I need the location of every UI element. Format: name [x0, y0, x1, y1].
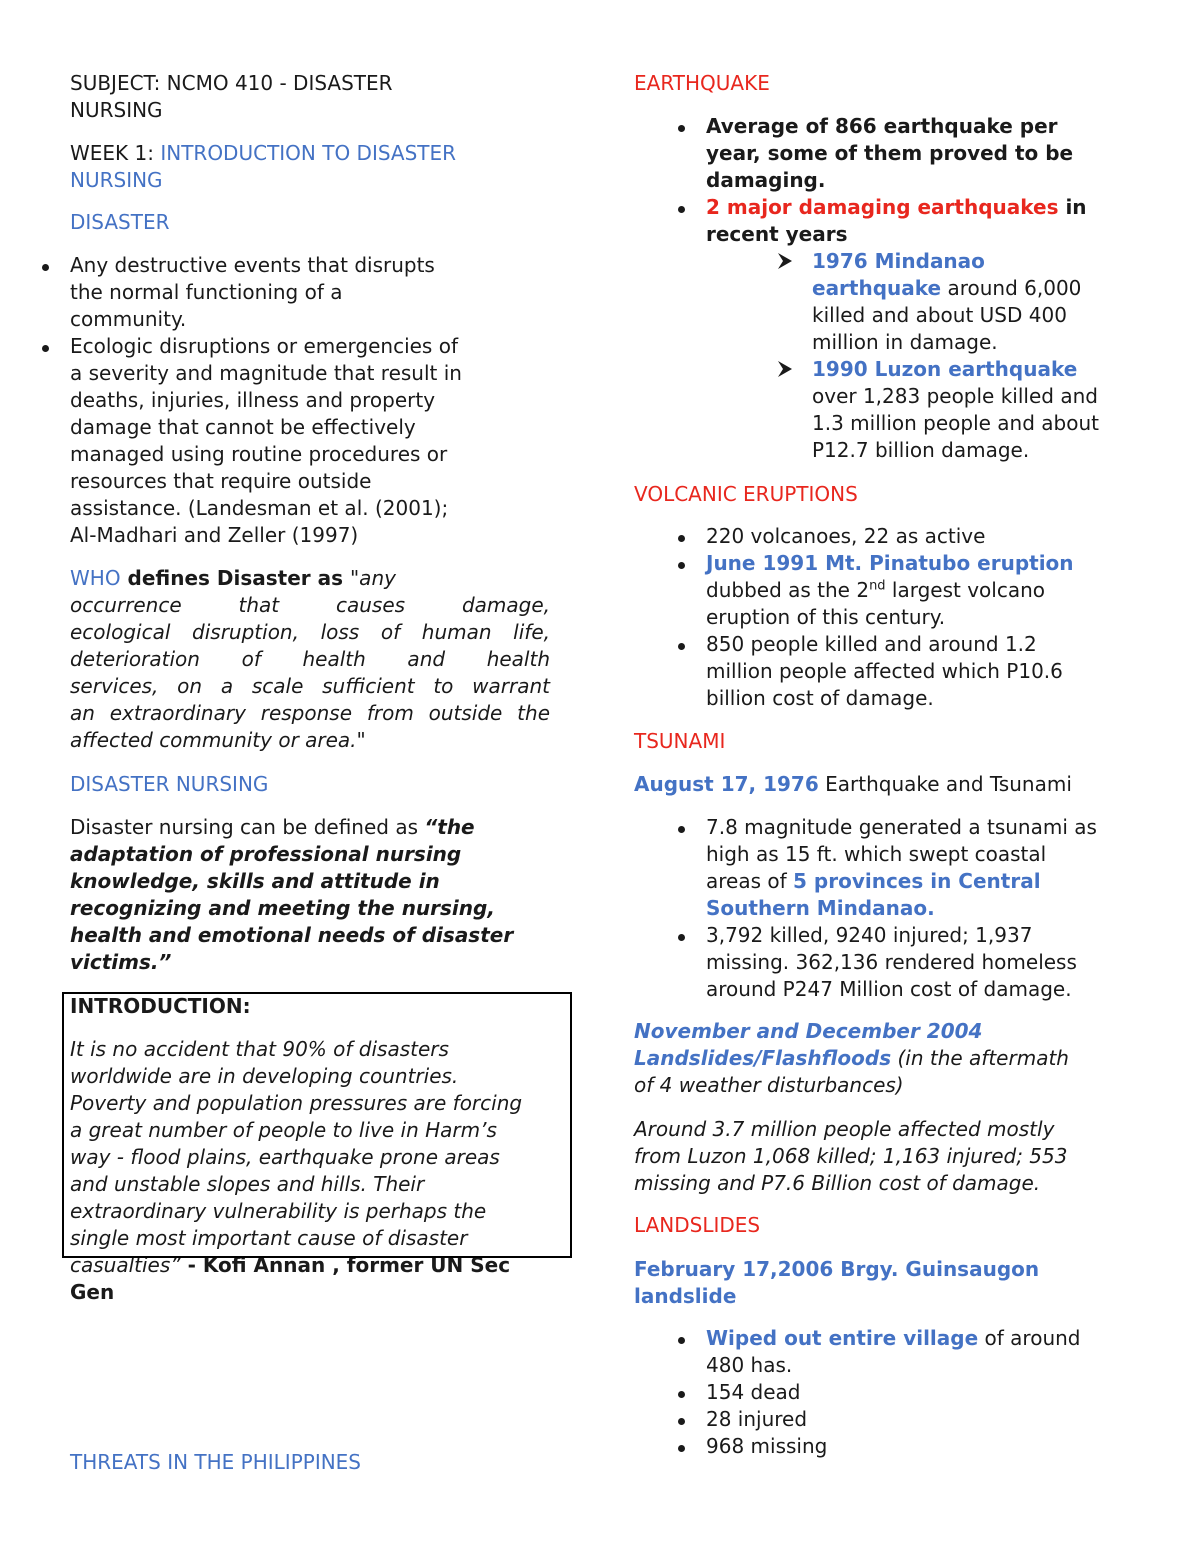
bullet-icon [678, 562, 685, 569]
introduction-box: INTRODUCTION: It is no accident that 90% of disasters worldwide are in developing countries. Poverty and population pressures are forcing a great number of people to live in Harm’s way - flood plains, earthquake prone areas and unstable slopes and hills. Their extraordinary vulnerability is perhaps the single most important cause of disaster [62, 992, 572, 1258]
list-item: Wiped out entire village of around 480 has. [634, 1325, 1154, 1379]
bullet-icon [678, 1391, 685, 1398]
bullet-icon [678, 1337, 685, 1344]
earthquake-sub-list [774, 248, 1154, 464]
earthquake-heading: EARTHQUAKE [634, 71, 770, 95]
bullet-icon [678, 206, 685, 213]
tsunami-heading: TSUNAMI [634, 729, 726, 753]
landslides-bullet-list [634, 1325, 1154, 1460]
bullet-icon [678, 826, 685, 833]
bullet-icon [678, 535, 685, 542]
earthquake-bullet-list [634, 113, 1154, 248]
bullet-icon [42, 345, 49, 352]
tsunami-bullet-list [634, 814, 1154, 1003]
list-item: Ecologic disruptions or emergencies of a severity and magnitude that result in deaths, injuries, illness and property damage that cannot be effectively managed using routine procedures or resources that require outside assistance. (Landesman et al. (2001); Al-Madhari and Zeller (1997) [0, 333, 590, 549]
bullet-icon [678, 1445, 685, 1452]
bullet-icon [678, 125, 685, 132]
bullet-icon [42, 264, 49, 271]
list-item: 28 injured [634, 1406, 1154, 1433]
volcanic-bullet-list [634, 523, 1154, 712]
landslides-heading: LANDSLIDES [634, 1213, 761, 1237]
list-item: 968 missing [634, 1433, 1154, 1460]
list-item: Average of 866 earthquake per year, some of them proved to be damaging. [634, 113, 1154, 194]
list-item: June 1991 Mt. Pinatubo eruption dubbed as the 2nd largest volcano eruption of this century. [634, 550, 1154, 631]
quote-attribution: casualties” - Kofi Annan , former UN Sec Gen [70, 1253, 511, 1304]
list-item: 1976 Mindanao earthquake around 6,000 killed and about USD 400 million in damage. [774, 248, 1154, 356]
volcanic-heading: VOLCANIC ERUPTIONS [634, 482, 858, 506]
disaster-bullet-list [70, 252, 590, 549]
list-item: 7.8 magnitude generated a tsunami as high as 15 ft. which swept coastal areas of 5 provinces in Central Southern Mindanao. [634, 814, 1154, 922]
disaster-heading: DISASTER [70, 210, 170, 234]
list-item: Any destructive events that disrupts the normal functioning of a community. [0, 252, 590, 333]
introduction-heading: INTRODUCTION: [70, 994, 251, 1018]
bullet-icon [678, 1418, 685, 1425]
bullet-icon [678, 643, 685, 650]
week-title: WEEK 1: INTRODUCTION TO DISASTER NURSING [70, 141, 457, 192]
tsunami-date: August 17, 1976 Earthquake and Tsunami [634, 772, 1072, 796]
list-item: 2 major damaging earthquakes in recent years [634, 194, 1154, 248]
list-item: 220 volcanoes, 22 as active [634, 523, 1154, 550]
who-definition: WHO defines Disaster as "any occurrence that causes damage, ecological disruption, loss of human life, deterioration of health and health services, on a scale sufficient to warrant an extraordinary response from outside the affected community or area." [70, 566, 550, 752]
subject-title: SUBJECT: NCMO 410 - DISASTER NURSING [70, 71, 393, 122]
landslides-2004-title: November and December 2004 Landslides/Flashfloods (in the aftermath of 4 weather disturbances) [634, 1019, 1069, 1097]
list-item: 850 people killed and around 1.2 million people affected which P10.6 billion cost of damage. [634, 631, 1154, 712]
arrowhead-icon [776, 252, 794, 270]
guinsaugon-title: February 17,2006 Brgy. Guinsaugon landslide [634, 1257, 1040, 1308]
list-item: 3,792 killed, 9240 injured; 1,937 missing. 362,136 rendered homeless around P247 Million cost of damage. [634, 922, 1154, 1003]
list-item: 1990 Luzon earthquake over 1,283 people killed and 1.3 million people and about P12.7 billion damage. [774, 356, 1154, 464]
list-item: 154 dead [634, 1379, 1154, 1406]
disaster-nursing-definition: Disaster nursing can be defined as “the adaptation of professional nursing knowledge, skills and attitude in recognizing and meeting the nursing, health and emotional needs of disaster victims.” [70, 815, 514, 974]
bullet-icon [678, 934, 685, 941]
disaster-nursing-heading: DISASTER NURSING [70, 772, 269, 796]
landslides-2004-text: Around 3.7 million people affected mostly from Luzon 1,068 killed; 1,163 injured; 553 missing and P7.6 Billion cost of damage. [634, 1117, 1068, 1195]
arrowhead-icon [776, 360, 794, 378]
threats-heading: THREATS IN THE PHILIPPINES [70, 1450, 362, 1474]
